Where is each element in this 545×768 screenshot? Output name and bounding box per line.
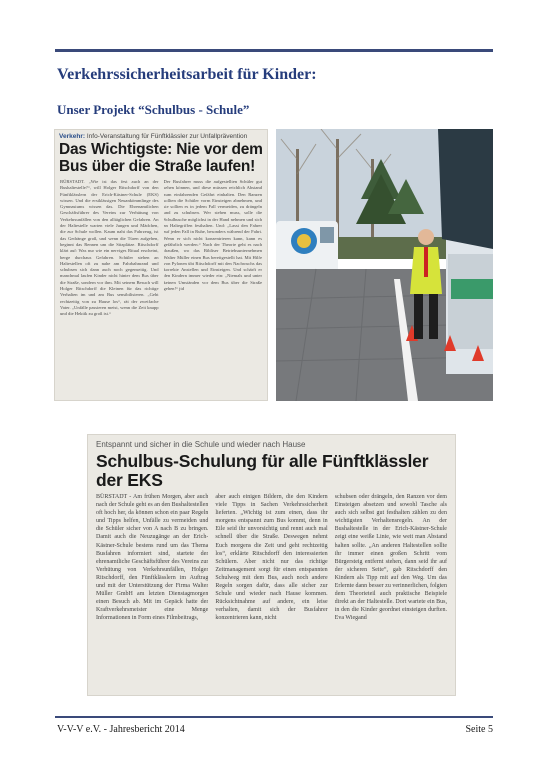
clipping-2-kicker: Entspannt und sicher in die Schule und wieder nach Hause [96, 440, 306, 449]
header-rule [55, 49, 493, 52]
clipping-2-body [96, 493, 447, 685]
footer-report-title: V-V-V e.V. - Jahresbericht 2014 [57, 724, 185, 735]
footer-page-number: Seite 5 [465, 724, 493, 735]
clipping-1-body [60, 179, 262, 387]
footer-rule [55, 716, 493, 718]
page-title: Verkehrssicherheitsarbeit für Kinder: [57, 66, 317, 83]
clipping-1-kicker [59, 133, 263, 140]
bus-training-photo [276, 129, 493, 401]
clipping-1-column-2: Der Busfahrer muss die aufgestellten Schüler gut sehen können, und diese müssen reichlich Abstand zum einfahrenden Gefährt einhalten. Den Ranzen sollten die Schüler vorm Einsteigen abnehmen, und sie sollten es in jedem Fall vermeiden, zu drängeln und zu schubsen. Wer stehen muss, solle die Schulbusche möglichst in der Hand nehmen und sich an Haltegriffen festhalten. Und: „Lasst den Fahrer auf jeden Fall in Ruhe, besonders während der Fahrt. Wenn er sich nicht konzentrieren kann, kann es gefährlich werden.“ Nach der Theorie geht es nach draußen, wo das Bibliser Betriebsunternehmen Walter Müller einen Bus bereitgestellt hat. Mit Hilfe von Pylonen übt Ritschdorff mit den Nachwuchs das korrekte Anstellen und Einsteigen. Und schärft er den Kindern immer wieder ein: „Niemals und unter keinen Umständen vor dem Bus über die Straße gehen!“ jtd [163, 179, 262, 292]
clipping-1-headline: Das Wichtigste: Nie vor dem Bus über die Straße laufen! [59, 141, 263, 175]
clipping-1-kicker-text: Info-Veranstaltung für Fünftklässler zur Unfallprävention [86, 133, 248, 140]
page-subtitle: Unser Projekt “Schulbus - Schule” [57, 102, 250, 117]
clipping-1-kicker-label: Verkehr: [59, 133, 86, 140]
newspaper-clipping-1 [54, 129, 268, 401]
clipping-2-column-1: BÜRSTADT - Am frühen Morgen, aber auch nach der Schule geht es an den Bushaltestellen oft hoch her, da können schon ein paar Regeln und Tipps helfen, Unfälle zu vermeiden und die Schüler sicher von A nach B zu bringen. Damit auch die Neuzugänge an der Erich-Kästner-Schule bestens rund um das Thema Busfahren informiert sind, startete der ehrenamtliche Geschäftsführer des Vereins zur Verhütung von Verkehrsunfällen, Holger Ritschdorff, den Fünftklässlern im Auftrag und mit der Unterstützung der Firma Walter Müller GmbH am letzten Dienstagmorgen einen Besuch ab. Mit im Gepäck hatte der Kraftverkehrsmeister eine Menge Informationen in Form eines Filmbeitrags, [96, 494, 209, 622]
clipping-2-column-2: aber auch einigen Bildern, die den Kindern viele Tipps in Sachen Verkehrssicherheit lieferten. „Wichtig ist zum einen, dass ihr morgens entspannt zum Bus kommt, denn in Eile seid ihr unvorsichtig und rennt auch mal schnell über die Straße. Deswegen nehmt Euch morgens die Zeit und geht rechtzeitig los“, erklärte Ritschdorff den interessierten Schülern. Aber nicht nur das richtige Zeitmanagement sorgt für einen entspannten Schulweg mit dem Bus, auch noch andere Regeln sorgen dafür, dass alle sicher zur Schule und wieder nach Hause kommen. Rücksichtnahme auf andere, ein leise verhalten, damit sich der Busfahrer konzentrieren kann, nicht [215, 494, 328, 622]
clipping-2-headline: Schulbus-Schulung für alle Fünftklässler der EKS [96, 451, 429, 490]
clipping-1-column-1: BÜRSTADT. „Wie ist das fest auch an der Bushaltestelle?“, will Holger Ritschdorff von den Fünftklässlern der Erich-Kästner-Schule (EKS) wissen. Und die erstklässigen Neuankömmlinge des Gymnasiums wissen das. Die Ehrenamtlichen Geschäftsführer des Vereins zur Verhütung von Verkehrsunfällen von den alltäglichen Gefahren. An der Haltestelle warten viele Jungen und Mädchen, die zur Schule wollen. Kaum naht das Fahrzeug, ist das Gedränge groß, und wenn die Türen aufgehen, beginnt das Rennen um die Sitzplätze. Ritschdorff klärt auf: Was nur wie ein nerviges Ritual erscheint, berge durchaus Gefahren. Schüler stehen an Haltestellen oft zu nahe am Fahrbahnrand und schubsen sich dann auch noch gegenseitig. Und manchmal laufen Kinder nicht hinter dem Bus über die Straße, sondern vor ihm. Mit seinem Besuch will Holger Ritschdorff die Kleinen für das richtige Verhalten im und am Bus sensibilisieren. „Geht rechtzeitig von zu Hause los“, rät der zweifache Vater. „Unfälle passieren meist, wenn die Zeit knapp und die Hektik zu groß ist.“ [60, 179, 159, 317]
newspaper-clipping-2 [87, 434, 456, 696]
clipping-2-column-3: schubsen oder drängeln, den Ranzen vor dem Einsteigen absetzen und sowohl Tasche als auch sich selbst gut festhalten zählen zu den wichtigsten Verhaltensregeln. An der Bushaltestelle in der Erich-Kästner-Schule zeigt eine weiße Linie, wie weit man Abstand halten sollte. „An anderen Haltestellen sollte ihr immer einen großen Schritt vom Bürgersteig entfernt stehen, dann seid ihr auf der sicheren Seite“, gab Ritschdorff den Kindern als Tipp mit auf den Weg. Um das Erlernte dann besser zu verinnerlichen, folgten dem Theorieteil auch praktische Beispiele direkt an der Haltestelle. Dort wartete ein Bus, in den die Kinder geordnet einsteigen durften. Eva Wiegand [334, 494, 447, 622]
